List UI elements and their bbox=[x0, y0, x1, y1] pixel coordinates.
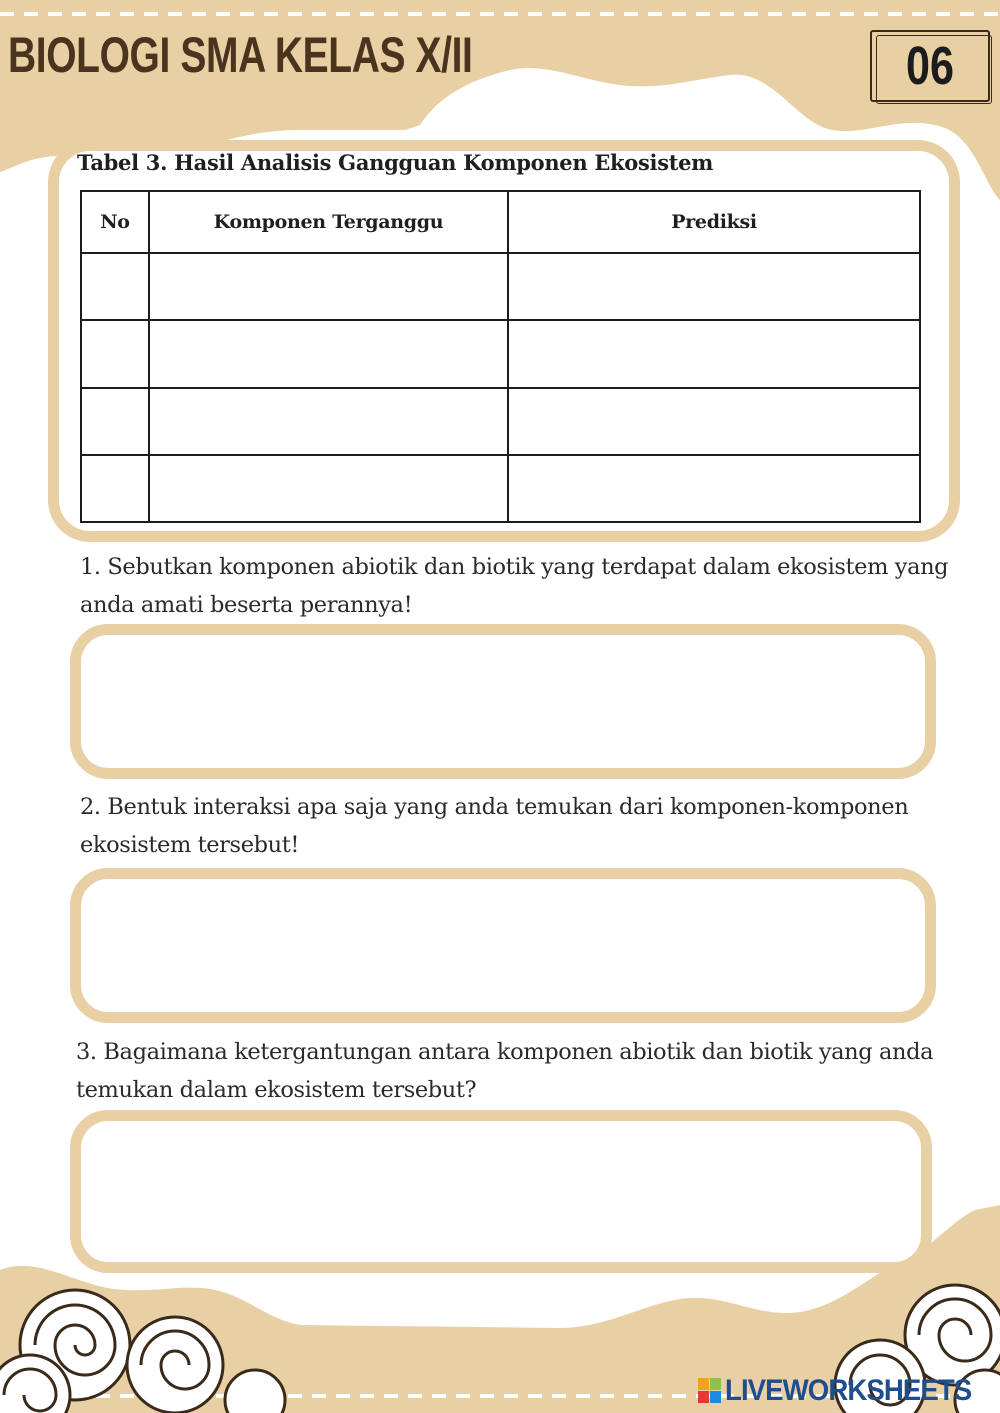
liveworksheets-logo-icon bbox=[698, 1378, 722, 1404]
analysis-table bbox=[80, 190, 921, 523]
watermark-text: LIVEWORKSHEETS bbox=[725, 1374, 972, 1407]
answer-box-2[interactable] bbox=[70, 868, 936, 1023]
table-cell-prediksi[interactable] bbox=[508, 253, 920, 320]
table-cell-no[interactable] bbox=[81, 320, 149, 387]
question-2-text: 2. Bentuk interaksi apa saja yang anda temukan dari komponen-komponen ekosistem tersebut! bbox=[80, 794, 909, 858]
table-header-row bbox=[81, 191, 920, 253]
table-cell-no[interactable] bbox=[81, 455, 149, 522]
table-row bbox=[81, 320, 920, 387]
table-cell-prediksi[interactable] bbox=[508, 388, 920, 455]
question-1-text: 1. Sebutkan komponen abiotik dan biotik yang terdapat dalam ekosistem yang anda amati beserta perannya! bbox=[80, 554, 949, 618]
table-caption: Tabel 3. Hasil Analisis Gangguan Komponen Ekosistem bbox=[77, 150, 714, 175]
table-cell-komponen[interactable] bbox=[149, 320, 508, 387]
liveworksheets-watermark bbox=[698, 1374, 993, 1408]
table-cell-prediksi[interactable] bbox=[508, 320, 920, 387]
column-header-prediksi: Prediksi bbox=[508, 191, 920, 253]
answer-box-3[interactable] bbox=[70, 1110, 932, 1273]
table-row bbox=[81, 253, 920, 320]
column-header-komponen: Komponen Terganggu bbox=[149, 191, 508, 253]
table-row bbox=[81, 455, 920, 522]
table-cell-komponen[interactable] bbox=[149, 388, 508, 455]
table-cell-no[interactable] bbox=[81, 253, 149, 320]
table-cell-prediksi[interactable] bbox=[508, 455, 920, 522]
table-cell-komponen[interactable] bbox=[149, 455, 508, 522]
page-number-badge bbox=[870, 30, 990, 102]
table-cell-no[interactable] bbox=[81, 388, 149, 455]
table-cell-komponen[interactable] bbox=[149, 253, 508, 320]
column-header-no: No bbox=[81, 191, 149, 253]
worksheet-title: BIOLOGI SMA KELAS X/II bbox=[8, 27, 473, 83]
page-number: 06 bbox=[905, 36, 955, 96]
table-row bbox=[81, 388, 920, 455]
question-3-text: 3. Bagaimana ketergantungan antara komponen abiotik dan biotik yang anda temukan dalam ekosistem tersebut? bbox=[76, 1039, 934, 1103]
answer-box-1[interactable] bbox=[70, 624, 936, 779]
